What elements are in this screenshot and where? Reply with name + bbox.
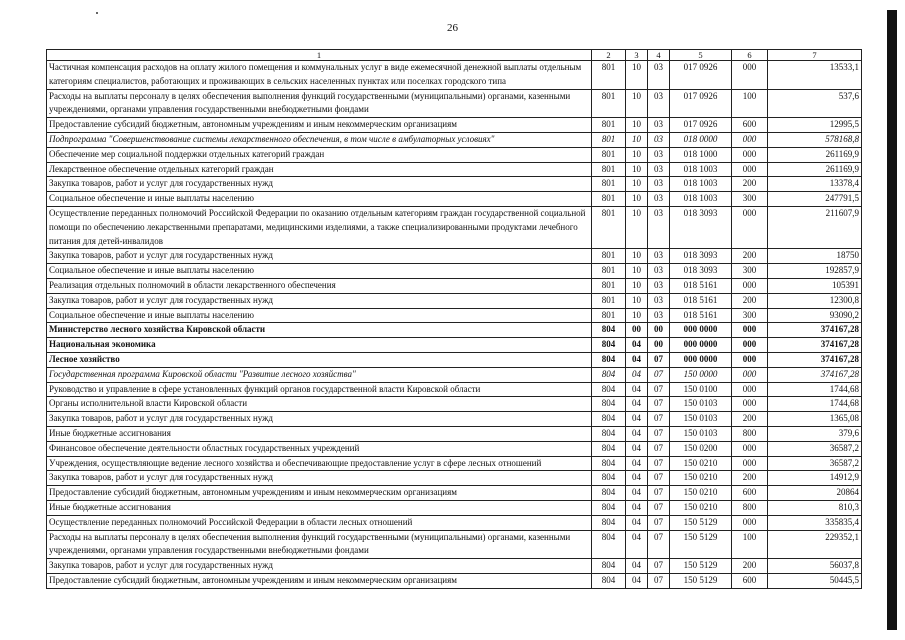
target-item-code-cell: 018 0000 — [670, 132, 732, 147]
ministry-code-cell: 804 — [592, 323, 626, 338]
table-row — [47, 573, 862, 588]
section-code-cell: 04 — [626, 456, 648, 471]
section-code-cell: 10 — [626, 264, 648, 279]
ministry-code-cell: 801 — [592, 206, 626, 248]
ministry-code-cell: 804 — [592, 338, 626, 353]
section-code-cell: 04 — [626, 559, 648, 574]
column-number-header: 1 — [47, 50, 592, 61]
table-row — [47, 192, 862, 207]
table-row — [47, 500, 862, 515]
subsection-code-cell: 00 — [648, 338, 670, 353]
table-row — [47, 118, 862, 133]
subsection-code-cell: 03 — [648, 192, 670, 207]
ministry-code-cell: 804 — [592, 397, 626, 412]
table-row — [47, 397, 862, 412]
table-row — [47, 323, 862, 338]
table-row — [47, 515, 862, 530]
ministry-code-cell: 804 — [592, 515, 626, 530]
section-code-cell: 04 — [626, 486, 648, 501]
table-row — [47, 367, 862, 382]
table-row — [47, 249, 862, 264]
expense-name-cell: Закупка товаров, работ и услуг для государственных нужд — [47, 412, 592, 427]
amount-cell: 374167,28 — [768, 323, 862, 338]
table-row — [47, 177, 862, 192]
expense-type-code-cell: 000 — [732, 441, 768, 456]
subsection-code-cell: 03 — [648, 249, 670, 264]
section-code-cell: 10 — [626, 132, 648, 147]
amount-cell: 261169,9 — [768, 162, 862, 177]
expense-type-code-cell: 000 — [732, 162, 768, 177]
table-row — [47, 352, 862, 367]
expense-name-cell: Иные бюджетные ассигнования — [47, 500, 592, 515]
amount-cell: 1744,68 — [768, 382, 862, 397]
table-body — [47, 61, 862, 589]
subsection-code-cell: 07 — [648, 471, 670, 486]
target-item-code-cell: 150 0103 — [670, 426, 732, 441]
section-code-cell: 10 — [626, 293, 648, 308]
column-number-header: 5 — [670, 50, 732, 61]
expense-name-cell: Руководство и управление в сфере установленных функций органов государственной власти Кировской области — [47, 382, 592, 397]
section-code-cell: 04 — [626, 573, 648, 588]
expense-type-code-cell: 000 — [732, 397, 768, 412]
expense-name-cell: Закупка товаров, работ и услуг для государственных нужд — [47, 559, 592, 574]
ministry-code-cell: 804 — [592, 352, 626, 367]
amount-cell: 578168,8 — [768, 132, 862, 147]
amount-cell: 192857,9 — [768, 264, 862, 279]
subsection-code-cell: 03 — [648, 132, 670, 147]
section-code-cell: 04 — [626, 530, 648, 559]
ministry-code-cell: 804 — [592, 367, 626, 382]
table-row — [47, 338, 862, 353]
expense-type-code-cell: 000 — [732, 132, 768, 147]
expense-type-code-cell: 200 — [732, 177, 768, 192]
target-item-code-cell: 018 5161 — [670, 278, 732, 293]
expense-name-cell: Закупка товаров, работ и услуг для государственных нужд — [47, 249, 592, 264]
table-row — [47, 206, 862, 248]
subsection-code-cell: 03 — [648, 278, 670, 293]
amount-cell: 247791,5 — [768, 192, 862, 207]
column-number-header: 3 — [626, 50, 648, 61]
table-row — [47, 264, 862, 279]
target-item-code-cell: 150 0200 — [670, 441, 732, 456]
subsection-code-cell: 07 — [648, 573, 670, 588]
expense-type-code-cell: 000 — [732, 147, 768, 162]
expense-name-cell: Предоставление субсидий бюджетным, автономным учреждениям и иным некоммерческим организациям — [47, 486, 592, 501]
section-code-cell: 04 — [626, 515, 648, 530]
expense-name-cell: Расходы на выплаты персоналу в целях обеспечения выполнения функций государственными (муниципальными) органами, казенными учреждениями, органами управления государственными внебюджетными фондами — [47, 530, 592, 559]
target-item-code-cell: 000 0000 — [670, 352, 732, 367]
expense-type-code-cell: 800 — [732, 426, 768, 441]
expense-name-cell: Закупка товаров, работ и услуг для государственных нужд — [47, 471, 592, 486]
target-item-code-cell: 018 1000 — [670, 147, 732, 162]
target-item-code-cell: 150 0103 — [670, 397, 732, 412]
ministry-code-cell: 801 — [592, 278, 626, 293]
ministry-code-cell: 801 — [592, 132, 626, 147]
section-code-cell: 04 — [626, 382, 648, 397]
target-item-code-cell: 150 0103 — [670, 412, 732, 427]
expense-name-cell: Закупка товаров, работ и услуг для государственных нужд — [47, 177, 592, 192]
amount-cell: 12995,5 — [768, 118, 862, 133]
expense-type-code-cell: 200 — [732, 412, 768, 427]
expense-type-code-cell: 600 — [732, 486, 768, 501]
amount-cell: 18750 — [768, 249, 862, 264]
ministry-code-cell: 804 — [592, 426, 626, 441]
table-row — [47, 61, 862, 90]
expense-name-cell: Социальное обеспечение и иные выплаты населению — [47, 264, 592, 279]
section-code-cell: 10 — [626, 89, 648, 118]
amount-cell: 56037,8 — [768, 559, 862, 574]
expense-type-code-cell: 000 — [732, 61, 768, 90]
column-number-header: 2 — [592, 50, 626, 61]
expense-type-code-cell: 000 — [732, 367, 768, 382]
page-number: 26 — [447, 22, 458, 34]
table-row — [47, 471, 862, 486]
subsection-code-cell: 03 — [648, 264, 670, 279]
expense-type-code-cell: 200 — [732, 249, 768, 264]
expense-type-code-cell: 100 — [732, 89, 768, 118]
expense-type-code-cell: 000 — [732, 278, 768, 293]
table-row — [47, 456, 862, 471]
target-item-code-cell: 018 3093 — [670, 206, 732, 248]
expense-name-cell: Закупка товаров, работ и услуг для государственных нужд — [47, 293, 592, 308]
section-code-cell: 10 — [626, 61, 648, 90]
amount-cell: 335835,4 — [768, 515, 862, 530]
subsection-code-cell: 03 — [648, 61, 670, 90]
expense-type-code-cell: 000 — [732, 352, 768, 367]
amount-cell: 261169,9 — [768, 147, 862, 162]
target-item-code-cell: 017 0926 — [670, 89, 732, 118]
table-row — [47, 486, 862, 501]
column-number-header: 6 — [732, 50, 768, 61]
expense-type-code-cell: 300 — [732, 192, 768, 207]
expense-type-code-cell: 100 — [732, 530, 768, 559]
amount-cell: 1365,08 — [768, 412, 862, 427]
expense-name-cell: Лесное хозяйство — [47, 352, 592, 367]
expense-type-code-cell: 300 — [732, 308, 768, 323]
amount-cell: 105391 — [768, 278, 862, 293]
expense-name-cell: Министерство лесного хозяйства Кировской области — [47, 323, 592, 338]
expense-name-cell: Расходы на выплаты персоналу в целях обеспечения выполнения функций государственными (муниципальными) органами, казенными учреждениями, органами управления государственными внебюджетными фондами — [47, 89, 592, 118]
ministry-code-cell: 801 — [592, 177, 626, 192]
ministry-code-cell: 801 — [592, 249, 626, 264]
expense-type-code-cell: 000 — [732, 323, 768, 338]
budget-table — [46, 49, 862, 589]
section-code-cell: 10 — [626, 162, 648, 177]
subsection-code-cell: 03 — [648, 118, 670, 133]
target-item-code-cell: 150 0210 — [670, 456, 732, 471]
subsection-code-cell: 07 — [648, 559, 670, 574]
expense-name-cell: Социальное обеспечение и иные выплаты населению — [47, 308, 592, 323]
subsection-code-cell: 07 — [648, 397, 670, 412]
target-item-code-cell: 150 0100 — [670, 382, 732, 397]
section-code-cell: 04 — [626, 471, 648, 486]
amount-cell: 374167,28 — [768, 367, 862, 382]
subsection-code-cell: 07 — [648, 515, 670, 530]
subsection-code-cell: 07 — [648, 486, 670, 501]
target-item-code-cell: 150 5129 — [670, 573, 732, 588]
table-row — [47, 530, 862, 559]
section-code-cell: 04 — [626, 426, 648, 441]
column-number-row — [47, 50, 862, 61]
table-row — [47, 89, 862, 118]
table-row — [47, 147, 862, 162]
ministry-code-cell: 801 — [592, 162, 626, 177]
expense-type-code-cell: 300 — [732, 264, 768, 279]
section-code-cell: 04 — [626, 397, 648, 412]
table-row — [47, 293, 862, 308]
amount-cell: 12300,8 — [768, 293, 862, 308]
subsection-code-cell: 07 — [648, 426, 670, 441]
subsection-code-cell: 07 — [648, 367, 670, 382]
expense-name-cell: Обеспечение мер социальной поддержки отдельных категорий граждан — [47, 147, 592, 162]
expense-name-cell: Реализация отдельных полномочий в области лекарственного обеспечения — [47, 278, 592, 293]
ministry-code-cell: 804 — [592, 486, 626, 501]
amount-cell: 810,3 — [768, 500, 862, 515]
section-code-cell: 04 — [626, 500, 648, 515]
amount-cell: 13533,1 — [768, 61, 862, 90]
expense-type-code-cell: 000 — [732, 456, 768, 471]
section-code-cell: 10 — [626, 278, 648, 293]
section-code-cell: 10 — [626, 206, 648, 248]
ministry-code-cell: 804 — [592, 456, 626, 471]
table-row — [47, 426, 862, 441]
section-code-cell: 10 — [626, 147, 648, 162]
target-item-code-cell: 017 0926 — [670, 118, 732, 133]
expense-name-cell: Подпрограмма "Совершенствование системы лекарственного обеспечения, в том числе в амбулаторных условиях" — [47, 132, 592, 147]
scan-speck — [96, 12, 98, 14]
amount-cell: 14912,9 — [768, 471, 862, 486]
amount-cell: 13378,4 — [768, 177, 862, 192]
section-code-cell: 04 — [626, 412, 648, 427]
target-item-code-cell: 150 5129 — [670, 530, 732, 559]
expense-type-code-cell: 800 — [732, 500, 768, 515]
expense-name-cell: Осуществление переданных полномочий Российской Федерации по оказанию отдельным категориям граждан государственной социальной помощи по обеспечению лекарственными препаратами, медицинскими изделиями, а также специализированными продуктами лечебного питания для детей-инвалидов — [47, 206, 592, 248]
amount-cell: 36587,2 — [768, 441, 862, 456]
table-row — [47, 162, 862, 177]
subsection-code-cell: 03 — [648, 293, 670, 308]
section-code-cell: 10 — [626, 118, 648, 133]
subsection-code-cell: 07 — [648, 352, 670, 367]
subsection-code-cell: 07 — [648, 530, 670, 559]
expense-name-cell: Частичная компенсация расходов на оплату жилого помещения и коммунальных услуг в виде ежемесячной денежной выплаты отдельным категориям специалистов, работающих и проживающих в сельских населенных пунктах или поселках городского типа — [47, 61, 592, 90]
target-item-code-cell: 017 0926 — [670, 61, 732, 90]
ministry-code-cell: 804 — [592, 500, 626, 515]
subsection-code-cell: 07 — [648, 456, 670, 471]
expense-type-code-cell: 200 — [732, 471, 768, 486]
amount-cell: 50445,5 — [768, 573, 862, 588]
amount-cell: 374167,28 — [768, 338, 862, 353]
expense-name-cell: Лекарственное обеспечение отдельных категорий граждан — [47, 162, 592, 177]
ministry-code-cell: 801 — [592, 293, 626, 308]
target-item-code-cell: 150 0210 — [670, 471, 732, 486]
amount-cell: 229352,1 — [768, 530, 862, 559]
ministry-code-cell: 804 — [592, 471, 626, 486]
amount-cell: 1744,68 — [768, 397, 862, 412]
expense-type-code-cell: 600 — [732, 573, 768, 588]
table-row — [47, 382, 862, 397]
target-item-code-cell: 018 5161 — [670, 308, 732, 323]
ministry-code-cell: 804 — [592, 382, 626, 397]
target-item-code-cell: 150 5129 — [670, 515, 732, 530]
column-number-header: 7 — [768, 50, 862, 61]
table-row — [47, 412, 862, 427]
ministry-code-cell: 804 — [592, 573, 626, 588]
subsection-code-cell: 07 — [648, 441, 670, 456]
expense-type-code-cell: 000 — [732, 338, 768, 353]
target-item-code-cell: 018 1003 — [670, 162, 732, 177]
ministry-code-cell: 801 — [592, 89, 626, 118]
section-code-cell: 04 — [626, 441, 648, 456]
target-item-code-cell: 000 0000 — [670, 323, 732, 338]
subsection-code-cell: 03 — [648, 147, 670, 162]
expense-name-cell: Государственная программа Кировской области "Развитие лесного хозяйства" — [47, 367, 592, 382]
expense-name-cell: Национальная экономика — [47, 338, 592, 353]
subsection-code-cell: 03 — [648, 89, 670, 118]
ministry-code-cell: 801 — [592, 147, 626, 162]
expense-type-code-cell: 000 — [732, 206, 768, 248]
subsection-code-cell: 03 — [648, 308, 670, 323]
ministry-code-cell: 801 — [592, 264, 626, 279]
expense-type-code-cell: 200 — [732, 559, 768, 574]
subsection-code-cell: 07 — [648, 412, 670, 427]
amount-cell: 537,6 — [768, 89, 862, 118]
table-row — [47, 559, 862, 574]
amount-cell: 36587,2 — [768, 456, 862, 471]
expense-name-cell: Финансовое обеспечение деятельности областных государственных учреждений — [47, 441, 592, 456]
section-code-cell: 00 — [626, 323, 648, 338]
column-number-header: 4 — [648, 50, 670, 61]
target-item-code-cell: 150 5129 — [670, 559, 732, 574]
amount-cell: 374167,28 — [768, 352, 862, 367]
target-item-code-cell: 000 0000 — [670, 338, 732, 353]
ministry-code-cell: 804 — [592, 559, 626, 574]
section-code-cell: 04 — [626, 367, 648, 382]
expense-type-code-cell: 000 — [732, 382, 768, 397]
expense-type-code-cell: 000 — [732, 515, 768, 530]
subsection-code-cell: 03 — [648, 162, 670, 177]
ministry-code-cell: 801 — [592, 61, 626, 90]
section-code-cell: 10 — [626, 249, 648, 264]
table-row — [47, 308, 862, 323]
amount-cell: 379,6 — [768, 426, 862, 441]
ministry-code-cell: 804 — [592, 441, 626, 456]
expense-name-cell: Предоставление субсидий бюджетным, автономным учреждениям и иным некоммерческим организациям — [47, 118, 592, 133]
expense-name-cell: Осуществление переданных полномочий Российской Федерации в области лесных отношений — [47, 515, 592, 530]
subsection-code-cell: 03 — [648, 177, 670, 192]
amount-cell: 211607,9 — [768, 206, 862, 248]
subsection-code-cell: 07 — [648, 382, 670, 397]
expense-name-cell: Социальное обеспечение и иные выплаты населению — [47, 192, 592, 207]
target-item-code-cell: 150 0210 — [670, 486, 732, 501]
target-item-code-cell: 018 3093 — [670, 249, 732, 264]
section-code-cell: 04 — [626, 338, 648, 353]
target-item-code-cell: 018 1003 — [670, 192, 732, 207]
target-item-code-cell: 018 3093 — [670, 264, 732, 279]
ministry-code-cell: 801 — [592, 118, 626, 133]
ministry-code-cell: 801 — [592, 308, 626, 323]
section-code-cell: 10 — [626, 308, 648, 323]
table-row — [47, 132, 862, 147]
expense-type-code-cell: 200 — [732, 293, 768, 308]
target-item-code-cell: 150 0000 — [670, 367, 732, 382]
section-code-cell: 04 — [626, 352, 648, 367]
expense-name-cell: Иные бюджетные ассигнования — [47, 426, 592, 441]
ministry-code-cell: 801 — [592, 192, 626, 207]
amount-cell: 93090,2 — [768, 308, 862, 323]
table-row — [47, 441, 862, 456]
expense-type-code-cell: 600 — [732, 118, 768, 133]
expense-name-cell: Предоставление субсидий бюджетным, автономным учреждениям и иным некоммерческим организациям — [47, 573, 592, 588]
target-item-code-cell: 150 0210 — [670, 500, 732, 515]
section-code-cell: 10 — [626, 192, 648, 207]
ministry-code-cell: 804 — [592, 412, 626, 427]
expense-name-cell: Учреждения, осуществляющие ведение лесного хозяйства и обеспечивающие предоставление услуг в сфере лесных отношений — [47, 456, 592, 471]
subsection-code-cell: 03 — [648, 206, 670, 248]
amount-cell: 20864 — [768, 486, 862, 501]
target-item-code-cell: 018 5161 — [670, 293, 732, 308]
subsection-code-cell: 00 — [648, 323, 670, 338]
table-row — [47, 278, 862, 293]
scan-edge-bar — [887, 10, 897, 630]
expense-name-cell: Органы исполнительной власти Кировской области — [47, 397, 592, 412]
target-item-code-cell: 018 1003 — [670, 177, 732, 192]
section-code-cell: 10 — [626, 177, 648, 192]
subsection-code-cell: 07 — [648, 500, 670, 515]
ministry-code-cell: 804 — [592, 530, 626, 559]
